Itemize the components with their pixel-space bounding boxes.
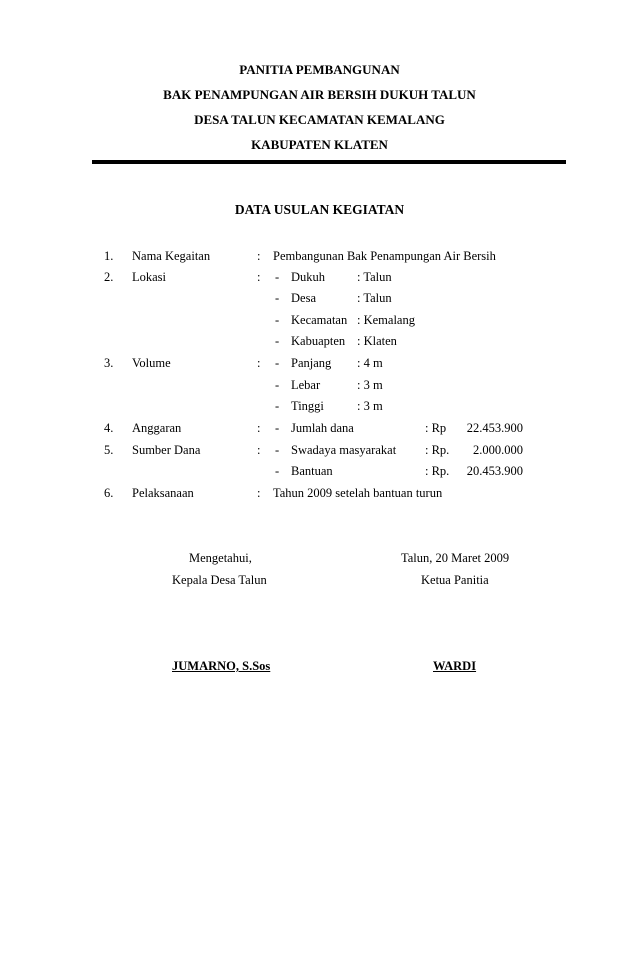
sub-key: Kecamatan bbox=[291, 313, 348, 327]
signature-right-date: Talun, 20 Maret 2009 bbox=[401, 551, 510, 565]
signature-left-caption: Mengetahui, bbox=[189, 551, 252, 565]
item-number: 3. bbox=[104, 356, 114, 370]
sub-dash: - bbox=[275, 443, 280, 457]
sub-key: Desa bbox=[291, 291, 316, 305]
item-colon: : bbox=[257, 443, 261, 457]
sub-key: Kabuapten bbox=[291, 334, 346, 348]
signature-right-title: Ketua Panitia bbox=[421, 573, 489, 587]
item-colon: : bbox=[257, 249, 261, 263]
item-label: Lokasi bbox=[132, 270, 167, 284]
sub-dash: - bbox=[275, 399, 280, 413]
sub-value: : Talun bbox=[357, 270, 392, 284]
sub-key: Jumlah dana bbox=[291, 421, 354, 435]
sub-dash: - bbox=[275, 291, 280, 305]
item-value: Pembangunan Bak Penampungan Air Bersih bbox=[273, 249, 496, 263]
amount-value: 22.453.900 bbox=[466, 421, 523, 435]
item-colon: : bbox=[257, 356, 261, 370]
sub-key: Swadaya masyarakat bbox=[291, 443, 397, 457]
item-number: 2. bbox=[104, 270, 114, 284]
sub-value: : Klaten bbox=[357, 334, 397, 348]
amount-value: 20.453.900 bbox=[466, 464, 523, 478]
item-label: Sumber Dana bbox=[132, 443, 201, 457]
signature-right-name: WARDI bbox=[433, 659, 477, 673]
item-colon: : bbox=[257, 486, 261, 500]
sub-value: : Talun bbox=[357, 291, 392, 305]
sub-key: Bantuan bbox=[291, 464, 333, 478]
item-number: 5. bbox=[104, 443, 114, 457]
header-line-3: DESA TALUN KECAMATAN KEMALANG bbox=[194, 112, 445, 127]
sub-dash: - bbox=[275, 313, 280, 327]
currency-label: : Rp. bbox=[425, 464, 450, 478]
sub-key: Panjang bbox=[291, 356, 332, 370]
sub-dash: - bbox=[275, 464, 280, 478]
sub-key: Lebar bbox=[291, 378, 321, 392]
item-label: Nama Kegaitan bbox=[132, 249, 211, 263]
item-label: Pelaksanaan bbox=[132, 486, 194, 500]
sub-dash: - bbox=[275, 334, 280, 348]
header-line-1: PANITIA PEMBANGUNAN bbox=[239, 62, 400, 77]
item-colon: : bbox=[257, 270, 261, 284]
item-colon: : bbox=[257, 421, 261, 435]
item-number: 6. bbox=[104, 486, 114, 500]
item-value: Tahun 2009 setelah bantuan turun bbox=[273, 486, 443, 500]
document-title: DATA USULAN KEGIATAN bbox=[234, 202, 405, 217]
item-number: 4. bbox=[104, 421, 114, 435]
sub-value: : 3 m bbox=[357, 399, 383, 413]
sub-dash: - bbox=[275, 378, 280, 392]
amount-value: 2.000.000 bbox=[473, 443, 523, 457]
sub-value: : Kemalang bbox=[357, 313, 415, 327]
currency-label: : Rp bbox=[425, 421, 447, 435]
sub-value: : 3 m bbox=[357, 378, 383, 392]
sub-dash: - bbox=[275, 270, 280, 284]
item-number: 1. bbox=[104, 249, 114, 263]
header-line-4: KABUPATEN KLATEN bbox=[251, 137, 388, 152]
signature-left-name: JUMARNO, S.Sos bbox=[172, 659, 271, 673]
sub-dash: - bbox=[275, 421, 280, 435]
header-line-2: BAK PENAMPUNGAN AIR BERSIH DUKUH TALUN bbox=[163, 87, 476, 102]
sub-dash: - bbox=[275, 356, 280, 370]
currency-label: : Rp. bbox=[425, 443, 450, 457]
signature-left-title: Kepala Desa Talun bbox=[172, 573, 267, 587]
sub-value: : 4 m bbox=[357, 356, 383, 370]
header-divider bbox=[92, 160, 566, 164]
sub-key: Dukuh bbox=[291, 270, 326, 284]
sub-key: Tinggi bbox=[291, 399, 324, 413]
item-label: Volume bbox=[132, 356, 171, 370]
item-label: Anggaran bbox=[132, 421, 182, 435]
